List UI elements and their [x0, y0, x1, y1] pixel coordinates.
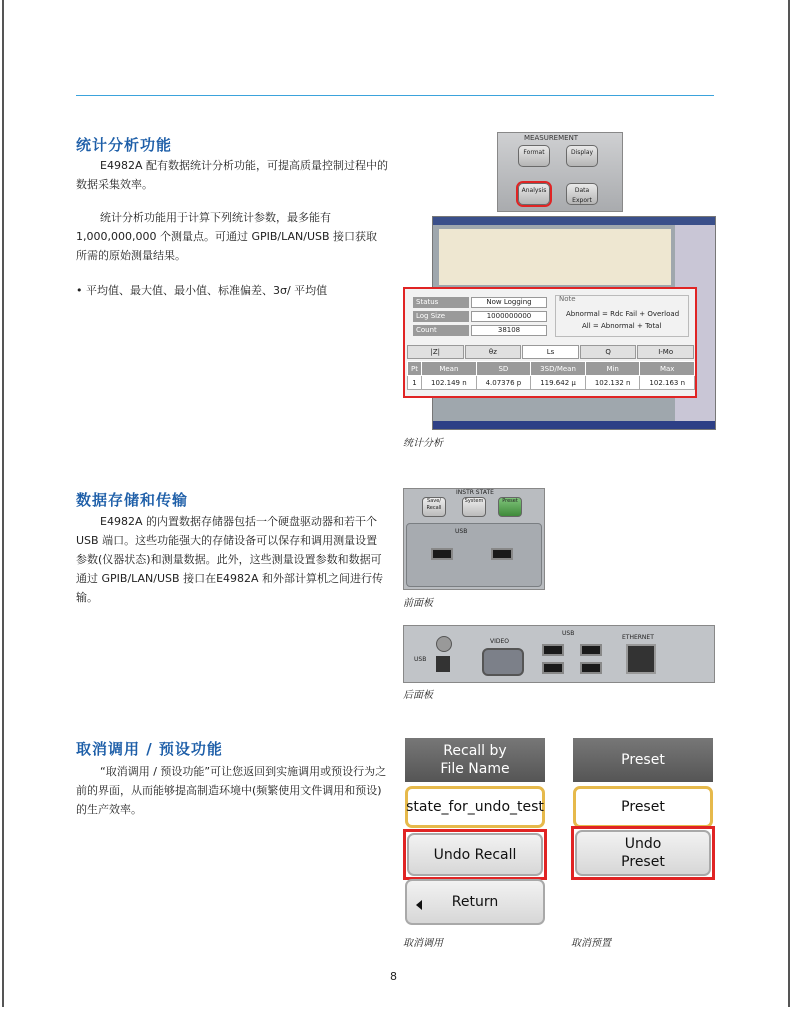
rear-panel-photo [403, 625, 715, 683]
section-title-storage: 数据存储和传输 [76, 491, 189, 509]
caption-undo-recall: 取消调用 [403, 938, 443, 949]
header-max: Max [640, 362, 695, 376]
tab-q: Q [580, 345, 637, 359]
screen-grid [439, 229, 671, 285]
caption-front: 前面板 [403, 598, 433, 609]
ethernet-label: ETHERNET [622, 634, 654, 641]
front-usb-label: USB [455, 528, 468, 535]
tab-z: |Z| [407, 345, 464, 359]
cell-3sd-mean: 119.642 μ [531, 376, 586, 390]
return-key-label: Return [451, 894, 499, 910]
left-arrow-icon [416, 900, 422, 910]
count-key: Count [413, 325, 469, 336]
header-sd: SD [476, 362, 531, 376]
usb-port-icon [542, 662, 564, 674]
tab-ls: Ls [522, 345, 579, 359]
screen-titlebar [433, 217, 715, 225]
rear-usb-label: USB [414, 656, 427, 663]
data-export-button: Data Export [566, 183, 598, 205]
header-rule [76, 95, 714, 96]
undo-preset-key[interactable]: Undo Preset [575, 830, 711, 876]
storage-para-1: E4982A 的内置数据存储器包括一个硬盘驱动器和若干个USB 端口。这些功能强大的存储设备可以保存和调用测量设置参数(仪器状态)和测量数据。此外，这些测量设置参数和数据可通过 GPIB/LAN/USB 接口在E4982A 和外部计算机之间进行传输。 [76, 515, 384, 604]
undo-recall-key[interactable]: Undo Recall [407, 833, 543, 876]
stats-para-2: 统计分析功能用于计算下列统计参数，最多能有 1,000,000,000 个测量点。可通过 GPIB/LAN/USB 接口获取所需的原始测量结果。 [76, 211, 378, 262]
undo-para-1: “取消调用 / 预设功能”可让您返回到实施调用或预设行为之前的界面，从而能够提高制造环境中(频繁使用文件调用和预设)的生产效率。 [76, 765, 387, 816]
header-3sd-mean: 3SD/Mean [531, 362, 586, 376]
count-row [413, 325, 551, 337]
video-port-icon [482, 648, 524, 676]
usb-b-port-icon [436, 656, 450, 672]
cell-min: 102.132 n [585, 376, 640, 390]
preset-key[interactable]: Preset [573, 786, 713, 828]
statistics-table [407, 361, 695, 390]
section-title-stats: 统计分析功能 [76, 136, 173, 154]
log-size-value: 1000000000 [471, 311, 547, 322]
section-title-undo: 取消调用 / 预设功能 [76, 740, 223, 758]
format-button: Format [518, 145, 550, 167]
usb-port-icon [491, 548, 513, 560]
display-button: Display [566, 145, 598, 167]
state-file-key[interactable]: state_for_undo_test [405, 786, 545, 828]
stats-para-1: E4982A 配有数据统计分析功能，可提高质量控制过程中的数据采集效率。 [76, 159, 388, 191]
note-line-2: All = Abnormal + Total [582, 322, 662, 330]
status-key: Status [413, 297, 469, 308]
ethernet-port-icon [626, 644, 656, 674]
cell-max: 102.163 n [640, 376, 695, 390]
video-label: VIDEO [490, 638, 510, 645]
log-size-row [413, 311, 551, 323]
save-recall-button: Save/ Recall [422, 497, 446, 517]
return-key[interactable] [405, 879, 545, 925]
ground-terminal-icon [436, 636, 452, 652]
usb-port-icon [431, 548, 453, 560]
preset-header: Preset [573, 738, 713, 782]
stats-bullet: • 平均值、最大值、最小值、标准偏差、3σ/ 平均值 [76, 281, 388, 300]
note-box [555, 295, 689, 337]
log-size-key: Log Size [413, 311, 469, 322]
tab-theta: θz [465, 345, 522, 359]
parameter-tabs [407, 345, 695, 359]
rear-usb-top-label: USB [562, 630, 575, 637]
cell-sd: 4.07376 p [476, 376, 531, 390]
status-row [413, 297, 551, 309]
usb-port-icon [580, 644, 602, 656]
caption-stats: 统计分析 [403, 438, 443, 449]
header-pt: Pt [408, 362, 422, 376]
table-header-row [408, 362, 695, 376]
preset-button: Preset [498, 497, 522, 517]
tab-imo: I-Mo [637, 345, 694, 359]
screen-statusbar [433, 421, 715, 429]
instr-state-label: INSTR STATE [456, 489, 494, 496]
page-number: 8 [390, 970, 397, 983]
measurement-label: MEASUREMENT [524, 134, 579, 142]
table-row [408, 376, 695, 390]
header-mean: Mean [422, 362, 477, 376]
usb-port-icon [542, 644, 564, 656]
note-title: Note [559, 295, 576, 303]
usb-port-icon [580, 662, 602, 674]
note-line-1: Abnormal = Rdc Fail + Overload [566, 310, 680, 318]
status-value: Now Logging [471, 297, 547, 308]
caption-rear: 后面板 [403, 690, 433, 701]
measurement-panel-photo [497, 132, 623, 212]
statistics-dialog [403, 287, 697, 398]
front-usb-area [406, 523, 542, 587]
cell-pt: 1 [408, 376, 422, 390]
system-button: System [462, 497, 486, 517]
caption-undo-preset: 取消预置 [571, 938, 611, 949]
count-value: 38108 [471, 325, 547, 336]
cell-mean: 102.149 n [422, 376, 477, 390]
analysis-button: Analysis [518, 183, 550, 205]
recall-by-file-name-header: Recall by File Name [405, 738, 545, 782]
header-min: Min [585, 362, 640, 376]
front-panel-photo [403, 488, 545, 590]
